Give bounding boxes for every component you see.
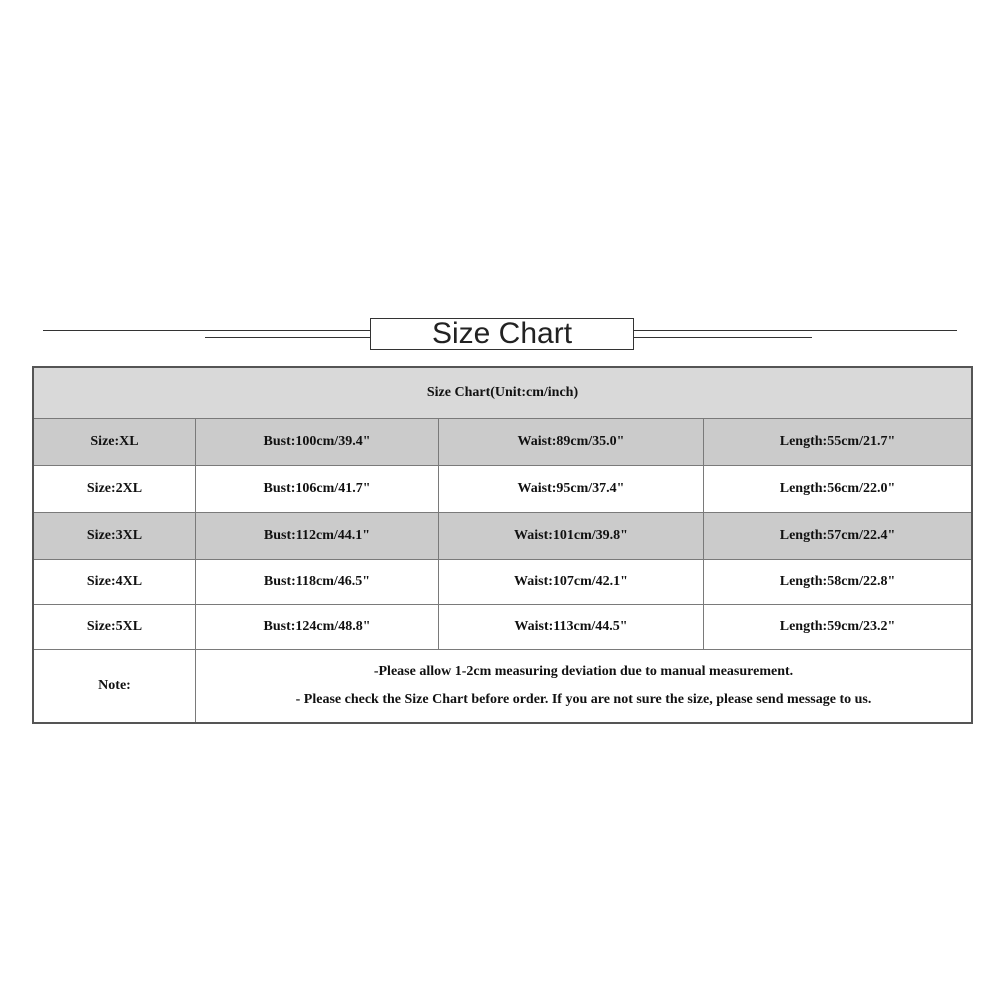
title-line-right-short [634, 337, 812, 338]
note-content [196, 650, 972, 723]
size-cell: Size:2XL [34, 466, 196, 513]
length-cell: Length:58cm/22.8" [704, 560, 972, 605]
table-row [34, 560, 972, 605]
title-line-right-long [634, 330, 957, 331]
size-cell: Size:3XL [34, 513, 196, 560]
table-row [34, 513, 972, 560]
bust-cell: Bust:112cm/44.1" [196, 513, 439, 560]
size-cell: Size:5XL [34, 605, 196, 650]
bust-cell: Bust:124cm/48.8" [196, 605, 439, 650]
note-row [34, 650, 972, 723]
bust-cell: Bust:118cm/46.5" [196, 560, 439, 605]
waist-cell: Waist:113cm/44.5" [439, 605, 704, 650]
size-cell: Size:XL [34, 419, 196, 466]
waist-cell: Waist:95cm/37.4" [439, 466, 704, 513]
waist-cell: Waist:107cm/42.1" [439, 560, 704, 605]
table-row [34, 466, 972, 513]
title-line-left-long [43, 330, 370, 331]
length-cell: Length:55cm/21.7" [704, 419, 972, 466]
table-header-row [34, 368, 972, 419]
bust-cell: Bust:100cm/39.4" [196, 419, 439, 466]
page-title: Size Chart [431, 317, 573, 350]
size-chart-table [33, 367, 972, 723]
title-line-left-short [205, 337, 370, 338]
note-label: Note: [34, 650, 196, 723]
title-box [370, 318, 634, 350]
waist-cell: Waist:101cm/39.8" [439, 513, 704, 560]
length-cell: Length:56cm/22.0" [704, 466, 972, 513]
size-cell: Size:4XL [34, 560, 196, 605]
length-cell: Length:57cm/22.4" [704, 513, 972, 560]
table-row [34, 419, 972, 466]
note-line-1: -Please allow 1-2cm measuring deviation due to manual measurement. [373, 664, 794, 679]
table-row [34, 605, 972, 650]
waist-cell: Waist:89cm/35.0" [439, 419, 704, 466]
table-header: Size Chart(Unit:cm/inch) [34, 368, 972, 419]
bust-cell: Bust:106cm/41.7" [196, 466, 439, 513]
length-cell: Length:59cm/23.2" [704, 605, 972, 650]
note-line-2: - Please check the Size Chart before order. If you are not sure the size, please send message to us. [295, 692, 872, 707]
